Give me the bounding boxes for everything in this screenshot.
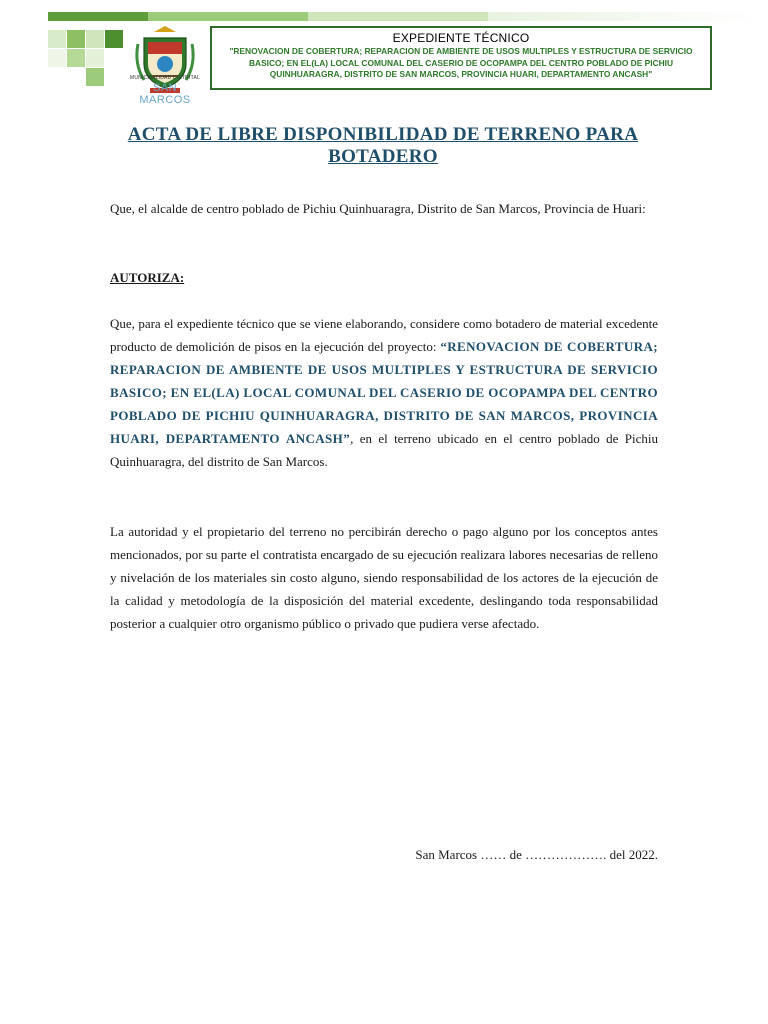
deco-square xyxy=(67,49,85,67)
deco-square xyxy=(67,30,85,48)
header-strip-light xyxy=(308,12,488,21)
municipality-name: SAN MARCOS xyxy=(139,82,191,106)
date-line: San Marcos …… de ………………. del 2022. xyxy=(415,847,658,862)
deco-square xyxy=(86,68,104,86)
deco-square xyxy=(86,49,104,67)
intro-paragraph: Que, el alcalde de centro poblado de Pichiu Quinhuaragra, Distrito de San Marcos, Provincia de Huari: xyxy=(110,201,646,216)
deco-square xyxy=(86,30,104,48)
document-title: ACTA DE LIBRE DISPONIBILIDAD DE TERRENO PARA BOTADERO xyxy=(127,124,639,167)
header-strip-mid xyxy=(148,12,308,21)
header-strip-dark xyxy=(48,12,148,21)
expediente-project-subtitle: "RENOVACION DE COBERTURA; REPARACION DE AMBIENTE DE USOS MULTIPLES Y ESTRUCTURA DE SERVICIO BASICO; EN EL(LA) LOCAL COMUNAL DEL CASERIO DE OCOPAMPA DEL CENTRO POBLADO DE PICHIU QUINHUARAGRA, DISTRITO DE SAN MARCOS, PROVINCIA HUARI, DEPARTAMENTO ANCASH" xyxy=(229,46,693,79)
municipality-small-label: MUNICIPALIDAD DISTRITAL xyxy=(130,75,200,81)
paragraph-text: , en el terreno ubicado en el centro poblado de Pichiu Quinhuaragra, del distrito de San Marcos. xyxy=(110,431,659,469)
authorizes-heading: AUTORIZA: xyxy=(110,270,185,285)
deco-square xyxy=(105,30,123,48)
responsibility-paragraph: La autoridad y el propietario del terreno no percibirán derecho o pago alguno por los conceptos antes mencionados, por su parte el contratista encargado de su ejecución realizara labores necesarias de relleno y nivelación de los materiales sin costo alguno, siendo responsabilidad de los actores de la ejecución de la calidad y metodología de la disposición del material excedente, deslingando toda responsabilidad posterior a cualquier otro organismo público o privado que pudiera verse afectado. xyxy=(110,524,658,631)
project-name-highlight: “RENOVACION DE COBERTURA; REPARACION DE AMBIENTE DE USOS MULTIPLES Y ESTRUCTURA DE SERVICIO BASICO; EN EL(LA) LOCAL COMUNAL DEL CASERIO DE OCOPAMPA DEL CENTRO POBLADO DE PICHIU QUINHUARAGRA, DISTRITO DE SAN MARCOS, PROVINCIA HUARI, DEPARTAMENTO ANCASH” xyxy=(110,339,658,446)
authorization-paragraph xyxy=(110,312,658,473)
expediente-header-box xyxy=(210,26,712,90)
deco-square xyxy=(48,49,66,67)
expediente-title: EXPEDIENTE TÉCNICO xyxy=(392,31,530,45)
paragraph-text: Que, para el expediente técnico que se viene elaborando, considere como botadero de material excedente producto de demolición de pisos en la ejecución del proyecto: xyxy=(110,316,658,354)
header-strip-fade xyxy=(488,12,758,21)
deco-square xyxy=(48,30,66,48)
